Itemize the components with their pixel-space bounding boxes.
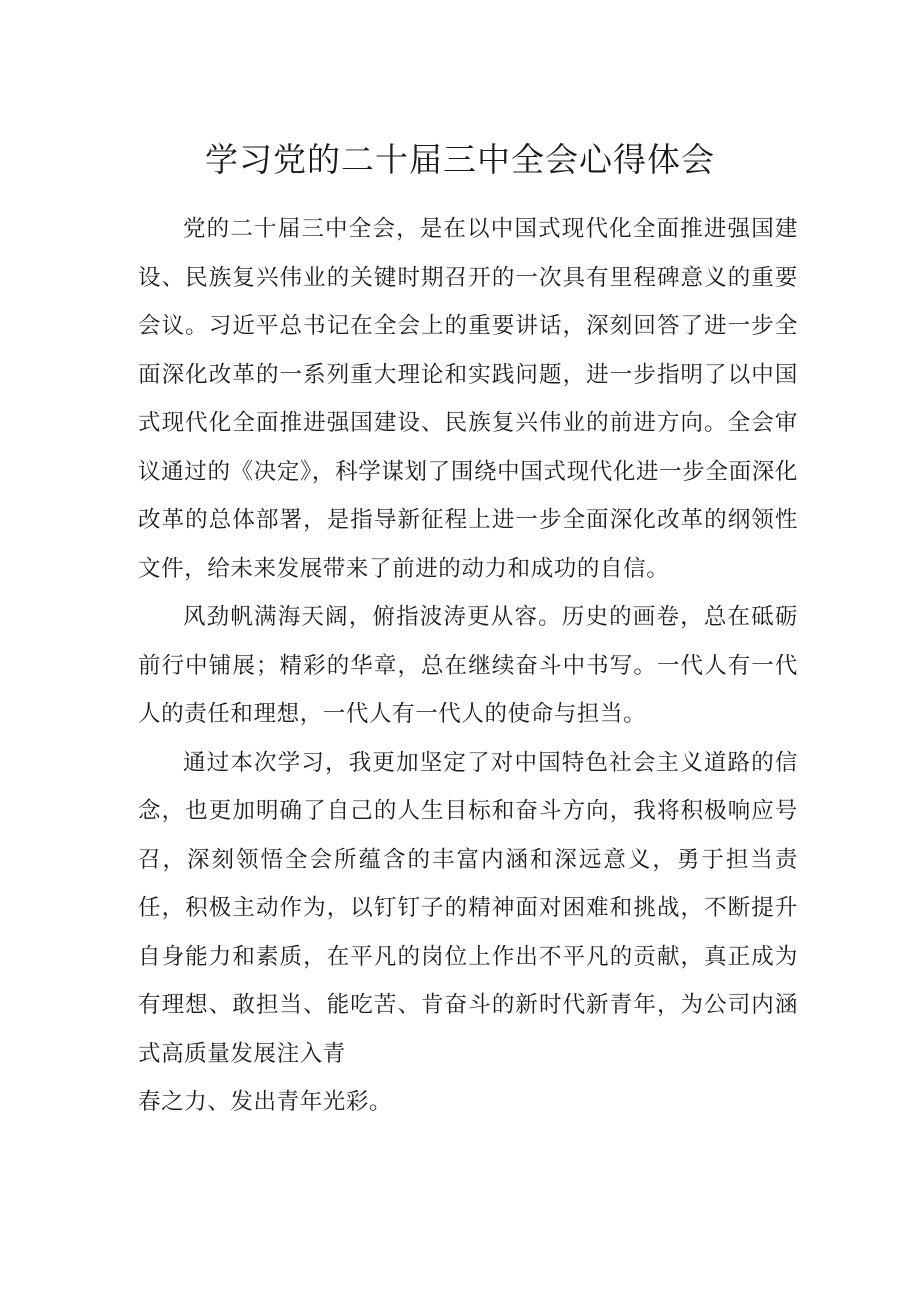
document-body: [138, 205, 798, 1127]
document-title: 学习党的二十届三中全会心得体会: [205, 140, 715, 180]
paragraph-2: 风劲帆满海天阔，俯指波涛更从容。历史的画卷，总在砥砺前行中铺展；精彩的华章，总在继续奋斗中书写。一代人有一代人的责任和理想，一代人有一代人的使命与担当。: [138, 604, 798, 727]
paragraph-3-main: 通过本次学习，我更加坚定了对中国特色社会主义道路的信念，也更加明确了自己的人生目标和奋斗方向，我将积极响应号召，深刻领悟全会所蕴含的丰富内涵和深远意义，勇于担当责任，积极主动作为，以钉钉子的精神面对困难和挑战，不断提升自身能力和素质，在平凡的岗位上作出不平凡的贡献，真正成为有理想、敢担当、能吃苦、肯奋斗的新时代新青年，为公司内涵式高质量发展注入青: [138, 749, 798, 1067]
paragraph-3: [138, 739, 798, 1127]
paragraph-3-continuation: 春之力、发出青年光彩。: [138, 1089, 393, 1115]
paragraph-1: 党的二十届三中全会，是在以中国式现代化全面推进强国建设、民族复兴伟业的关键时期召开的一次具有里程碑意义的重要会议。习近平总书记在全会上的重要讲话，深刻回答了进一步全面深化改革的一系列重大理论和实践问题，进一步指明了以中国式现代化全面推进强国建设、民族复兴伟业的前进方向。全会审议通过的《决定》，科学谋划了围绕中国式现代化进一步全面深化改革的总体部署，是指导新征程上进一步全面深化改革的纲领性文件，给未来发展带来了前进的动力和成功的自信。: [138, 216, 798, 582]
